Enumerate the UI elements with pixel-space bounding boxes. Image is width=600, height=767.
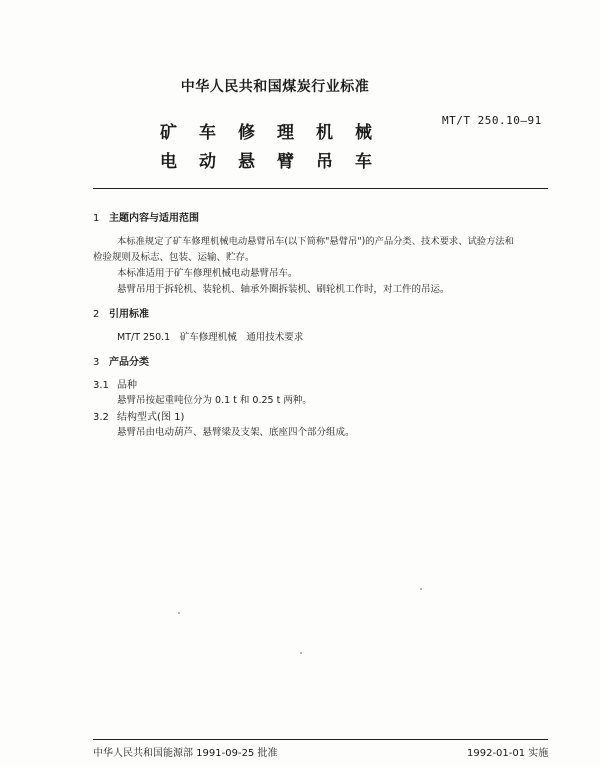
section-1-heading [93, 209, 199, 224]
document-title-line2: 电动悬臂吊车 [160, 152, 394, 172]
section-3-heading [93, 353, 149, 368]
scan-speck [178, 612, 180, 614]
approval-info: 中华人民共和国能源部 1991-09-25 批准 [93, 748, 278, 759]
scan-speck [300, 652, 302, 654]
section-2-heading [93, 305, 149, 320]
subsection-3-1-text: 悬臂吊按起重吨位分为 0.1 t 和 0.25 t 两种。 [117, 395, 312, 406]
effective-date: 1992-01-01 实施 [467, 748, 549, 759]
section-1-paragraph-1: 本标准规定了矿车修理机械电动悬臂吊车(以下简称"悬臂吊")的产品分类、技术要求、试验方法和 [117, 236, 514, 247]
section-1-paragraph-1-cont: 检验规则及标志、包装、运输、贮存。 [93, 252, 255, 263]
subsection-3-2-text: 悬臂吊由电动葫芦、悬臂梁及支架、底座四个部分组成。 [117, 427, 355, 438]
subsection-3-1-heading [93, 376, 137, 391]
subsection-title: 品种 [117, 380, 137, 391]
section-title: 引用标准 [109, 309, 149, 320]
header-divider [93, 188, 548, 189]
subsection-title: 结构型式(图 1) [117, 412, 185, 423]
footer-divider [93, 739, 548, 740]
subsection-number: 3.1 [93, 380, 109, 391]
section-title: 产品分类 [109, 357, 149, 368]
subsection-number: 3.2 [93, 412, 109, 423]
section-1-paragraph-3: 悬臂吊用于拆轮机、装轮机、轴承外圈拆装机、刷轮机工作时，对工件的吊运。 [117, 284, 450, 295]
standard-category-title: 中华人民共和国煤炭行业标准 [180, 79, 370, 95]
section-number: 2 [93, 309, 100, 320]
reference-standard: MT/T 250.1 矿车修理机械 通用技术要求 [117, 332, 304, 343]
standard-code: MT/T 250.10—91 [442, 114, 542, 127]
document-title-line1: 矿车修理机械 [160, 123, 394, 143]
section-number: 1 [93, 213, 100, 224]
scan-speck [420, 588, 422, 590]
section-number: 3 [93, 357, 100, 368]
section-1-paragraph-2: 本标准适用于矿车修理机械电动悬臂吊车。 [117, 268, 298, 279]
subsection-3-2-heading [93, 408, 184, 423]
section-title: 主题内容与适用范围 [109, 213, 199, 224]
